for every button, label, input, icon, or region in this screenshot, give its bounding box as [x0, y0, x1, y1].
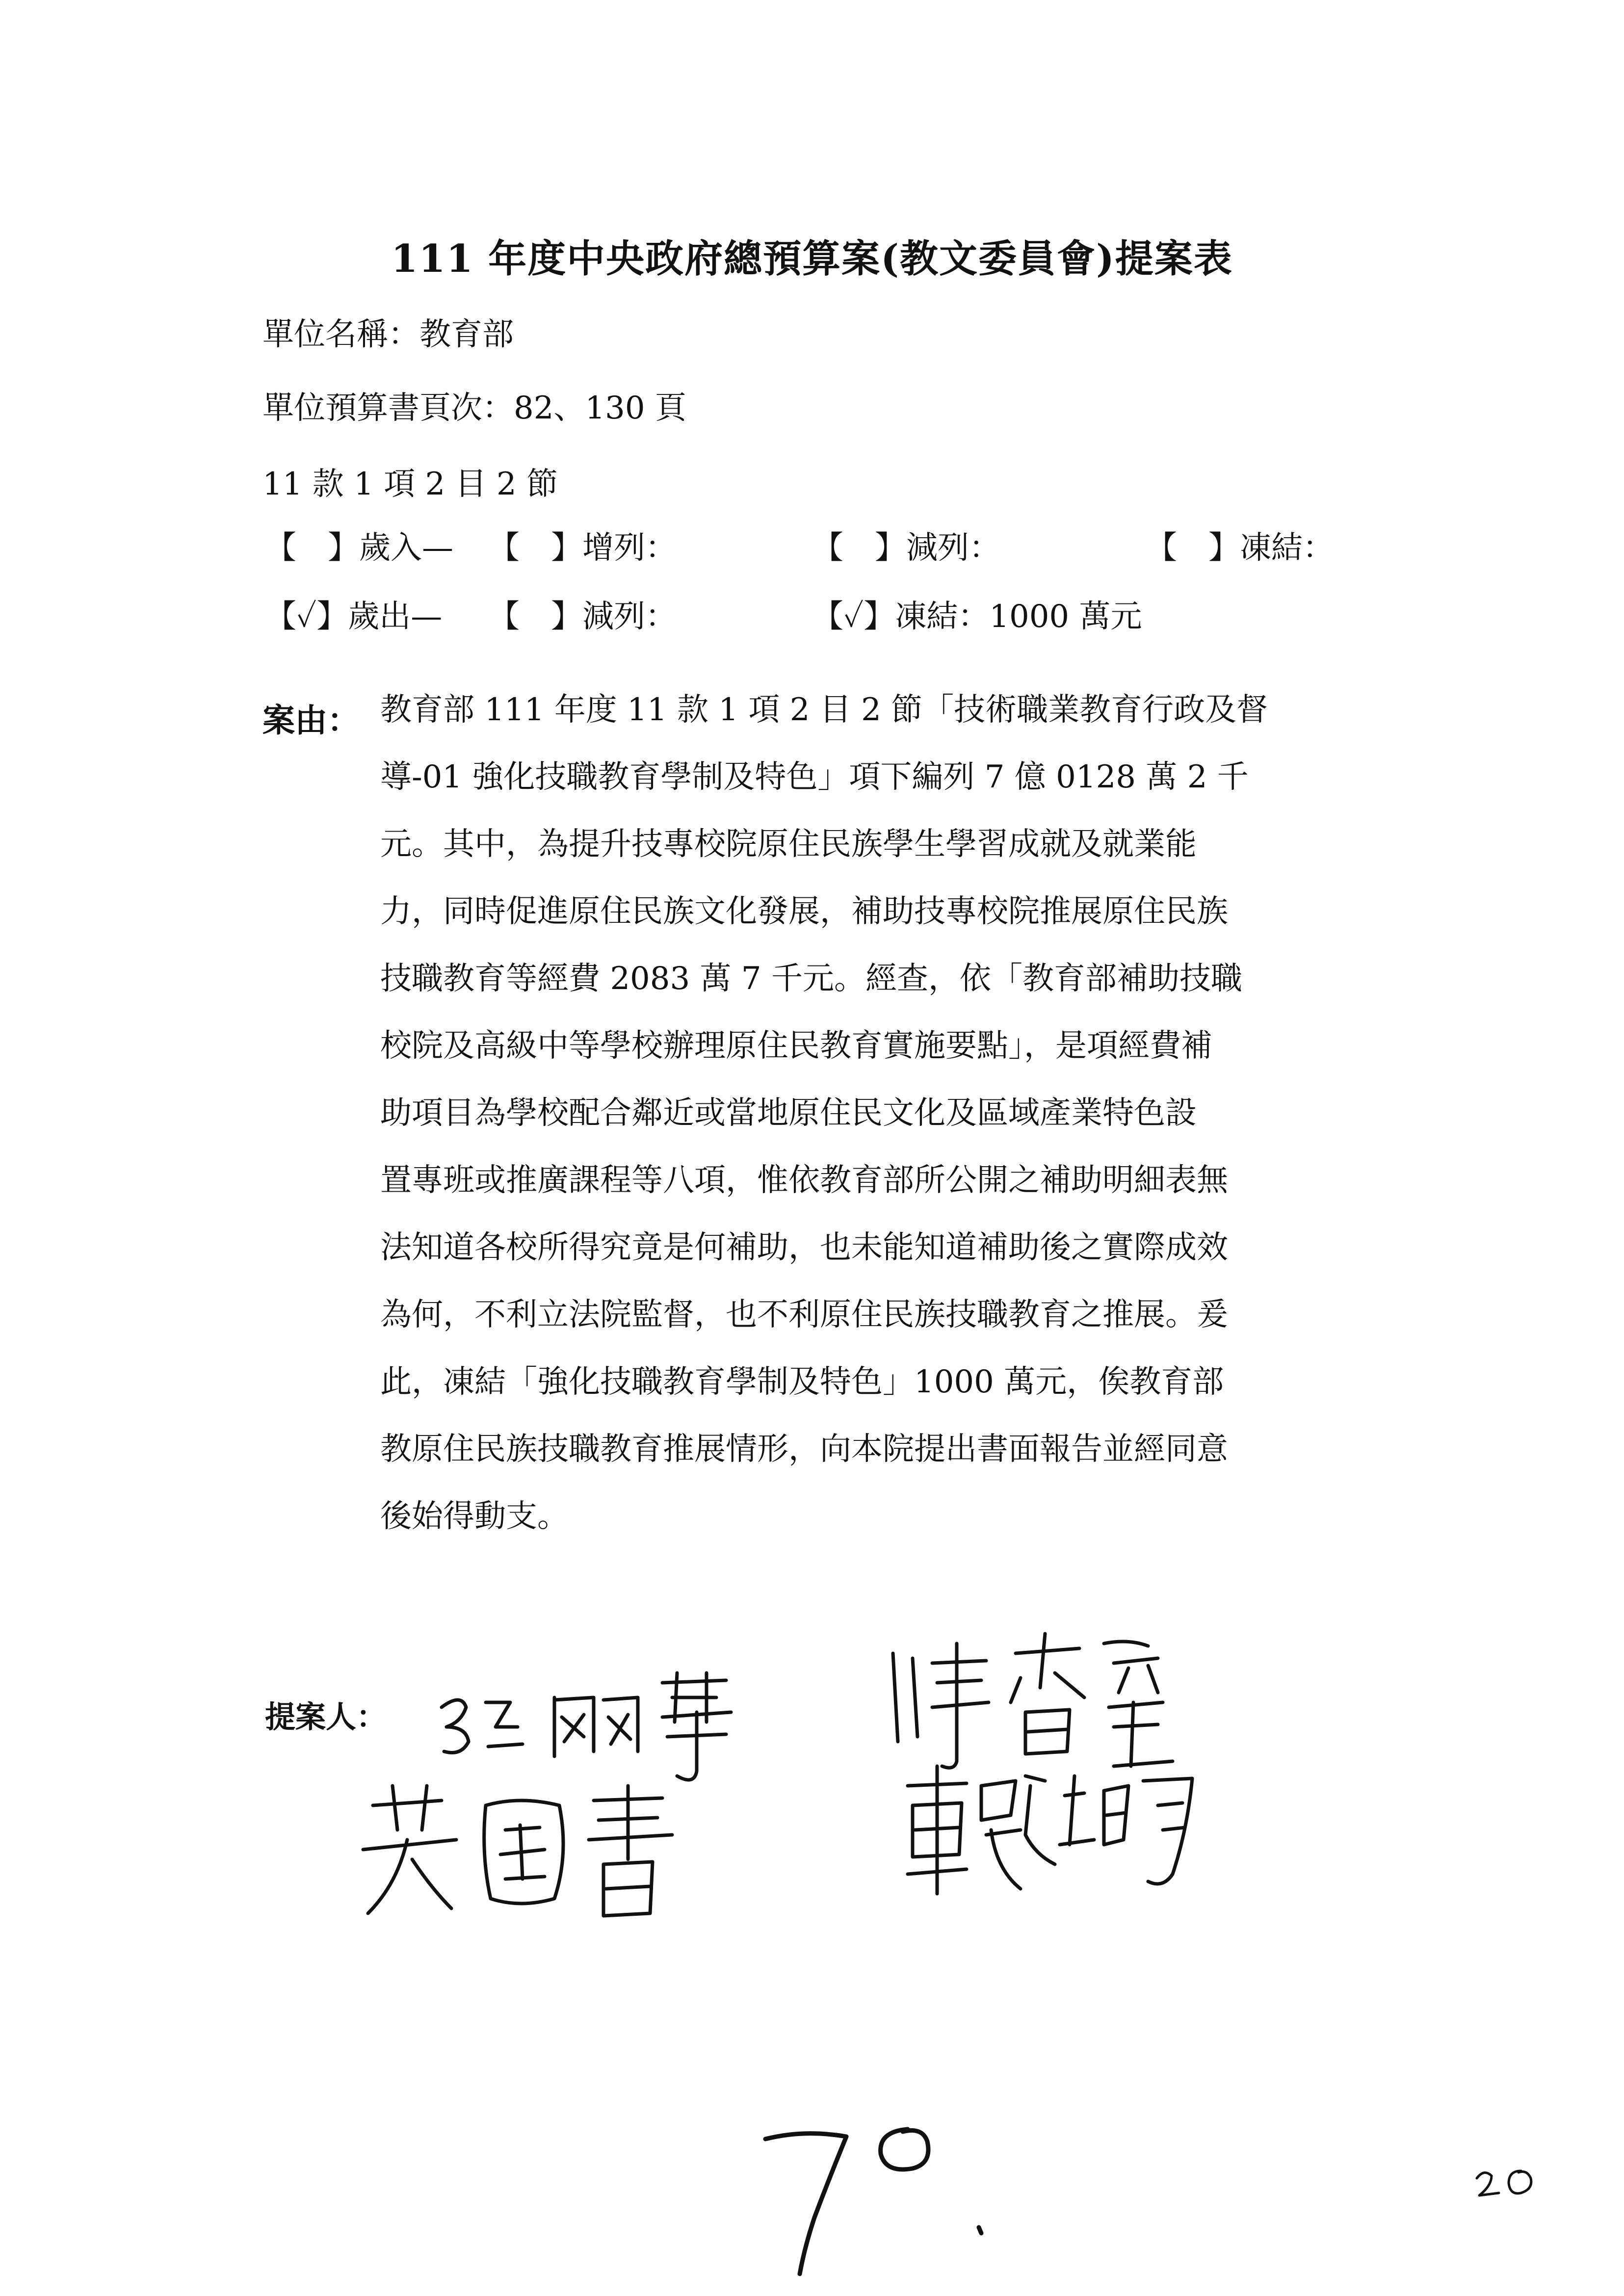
expense-freeze-label: 凍結：1000 萬元 — [895, 599, 1142, 635]
income-increase-option — [488, 532, 677, 564]
reason-line: 後始得動支。 — [380, 1498, 569, 1535]
reason-line: 校院及高級中等學校辦理原住民教育實施要點」，是項經費補 — [380, 1028, 1212, 1064]
expense-freeze-option — [812, 599, 1142, 635]
income-freeze-checkbox: 【 】 — [1146, 530, 1240, 566]
reason-line: 為何，不利立法院監督，也不利原住民族技職教育之推展。爰 — [380, 1297, 1228, 1333]
budget-pages: 單位預算書頁次：82、130 頁 — [262, 390, 686, 426]
expense-option — [265, 599, 443, 635]
income-freeze-label: 凍結： — [1240, 530, 1334, 566]
reason-line: 力，同時促進原住民族文化發展，補助技專校院推展原住民族 — [380, 893, 1228, 930]
income-checkbox: 【 】 — [265, 530, 359, 566]
income-freeze-option — [1146, 532, 1334, 564]
income-increase-label: 增列： — [582, 530, 677, 566]
handwritten-signature-1-icon — [432, 1653, 834, 1791]
handwritten-signature-4-icon — [898, 1756, 1202, 1904]
income-label: 歲入— — [359, 530, 453, 566]
proposer-label: 提案人： — [265, 1699, 387, 1735]
income-option — [265, 532, 453, 564]
reason-line: 此，凍結「強化技職教育學制及特色」1000 萬元，俟教育部 — [380, 1364, 1224, 1400]
expense-freeze-checkbox: 【✓】 — [812, 599, 895, 635]
handwritten-number: 70. — [756, 2119, 757, 2120]
reason-line: 元。其中，為提升技專校院原住民族學生學習成就及就業能 — [380, 826, 1197, 862]
corner-number-icon — [1472, 2159, 1545, 2208]
expense-decrease-option — [488, 599, 677, 635]
reason-line: 教原住民族技職教育推展情形，向本院提出書面報告並經同意 — [380, 1431, 1228, 1467]
handwritten-signature-3-icon — [353, 1776, 726, 1923]
reason-line: 技職教育等經費 2083 萬 7 千元。經查，依「教育部補助技職 — [380, 961, 1242, 997]
income-decrease-checkbox: 【 】 — [812, 530, 906, 566]
expense-checkbox: 【✓】 — [265, 599, 348, 635]
income-increase-checkbox: 【 】 — [488, 530, 582, 566]
reason-line: 法知道各校所得究竟是何補助，也未能知道補助後之實際成效 — [380, 1229, 1228, 1266]
item-code: 11 款 1 項 2 目 2 節 — [262, 466, 558, 502]
document-title: 111 年度中央政府總預算案(教文委員會)提案表 — [391, 236, 1233, 281]
reason-label: 案由： — [262, 701, 360, 739]
reason-line: 助項目為學校配合鄰近或當地原住民文化及區域產業特色設 — [380, 1095, 1197, 1131]
reason-line: 導-01 強化技職教育學制及特色」項下編列 7 億 0128 萬 2 千 — [380, 759, 1249, 795]
expense-decrease-checkbox: 【 】 — [488, 599, 582, 635]
reason-line: 教育部 111 年度 11 款 1 項 2 目 2 節「技術職業教育行政及督 — [380, 692, 1268, 728]
reason-line: 置專班或推廣課程等八項，惟依教育部所公開之補助明細表無 — [380, 1162, 1228, 1199]
income-decrease-label: 減列： — [906, 530, 1000, 566]
expense-decrease-label: 減列： — [582, 599, 677, 635]
income-decrease-option — [812, 532, 1000, 564]
unit-name: 單位名稱：教育部 — [262, 316, 514, 353]
handwritten-number-icon — [756, 2119, 1021, 2281]
expense-label: 歲出— — [348, 599, 443, 635]
